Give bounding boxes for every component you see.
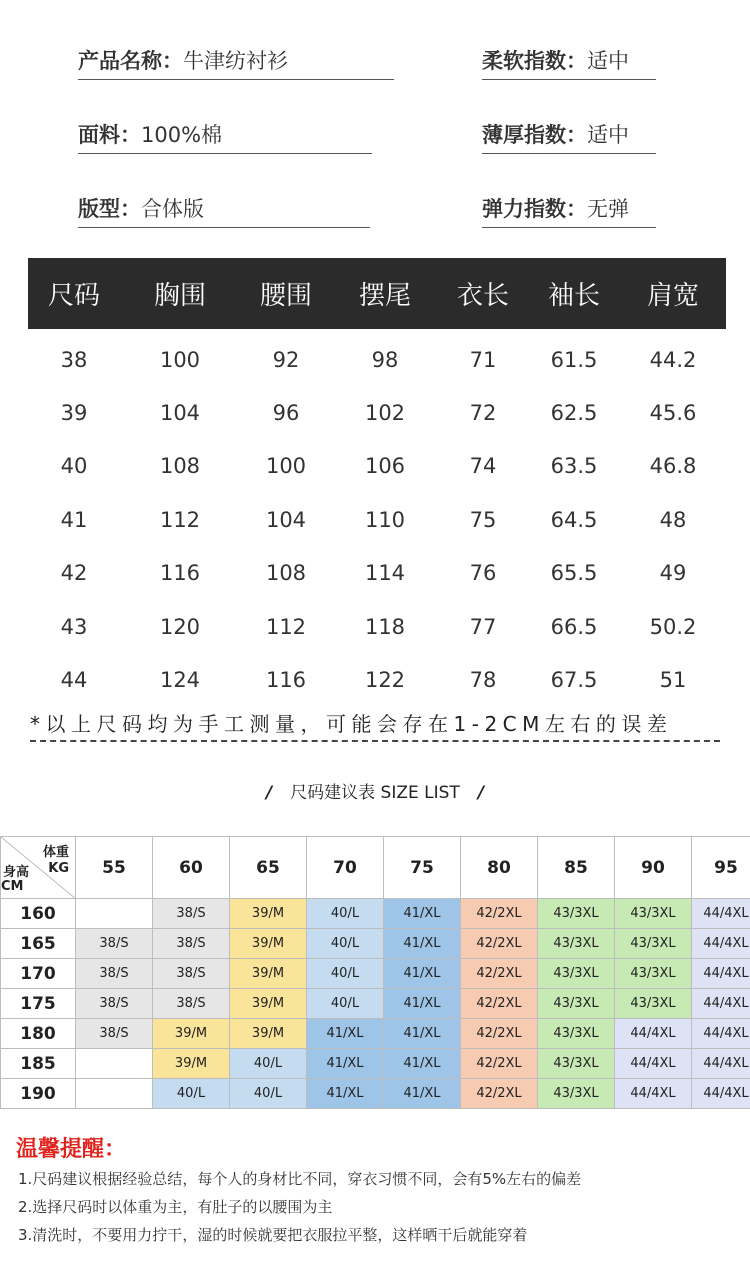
size-cell: 39/M: [230, 989, 307, 1019]
size-cell: 42/2XL: [461, 899, 538, 929]
tips-list: [18, 1168, 581, 1252]
weight-header-cell: 95: [692, 837, 750, 899]
spec-cell: 66.5: [550, 614, 598, 639]
spec-cell: 44.2: [649, 347, 697, 372]
size-cell: 39/M: [230, 1019, 307, 1049]
spec-cell: 63.5: [550, 454, 598, 479]
size-cell: 38/S: [76, 929, 153, 959]
spec-header-cell: 腰围: [259, 281, 312, 311]
spec-cell: 120: [159, 614, 201, 639]
spec-cell: 49: [659, 561, 687, 586]
tip-item: 3.清洗时，不要用力拧干，湿的时候就要把衣服拉平整，这样晒干后就能穿着: [18, 1226, 528, 1244]
softness-row: [482, 40, 656, 80]
spec-cell: 74: [469, 454, 497, 479]
size-cell: 38/S: [76, 989, 153, 1019]
spec-header-cell: 肩宽: [646, 281, 699, 311]
size-cell: 42/2XL: [461, 989, 538, 1019]
height-cell: 170: [1, 959, 76, 989]
size-cell: 39/M: [230, 899, 307, 929]
spec-cell: 39: [60, 401, 88, 426]
spec-cell: 112: [265, 614, 307, 639]
weight-header-cell: 60: [153, 837, 230, 899]
spec-cell: 102: [364, 401, 406, 426]
spec-cell: 100: [265, 454, 307, 479]
softness-label: 柔软指数：: [482, 49, 587, 73]
size-cell: 44/4XL: [615, 1079, 692, 1109]
size-cell: 43/3XL: [615, 899, 692, 929]
measurement-note: *以上尺码均为手工测量，可能会存在1-2CM左右的误差: [30, 712, 673, 736]
spec-cell: 116: [159, 561, 201, 586]
spec-cell: 78: [469, 668, 497, 693]
size-cell: 38/S: [76, 959, 153, 989]
thickness-row: [482, 114, 656, 154]
spec-table-body: [28, 333, 726, 707]
fabric-label: 面料：: [78, 123, 141, 147]
spec-cell: 124: [159, 668, 201, 693]
size-cell: 44/4XL: [692, 1049, 750, 1079]
spec-header-cell: 胸围: [153, 281, 206, 311]
size-cell: 38/S: [76, 1019, 153, 1049]
size-cell: 41/XL: [384, 1019, 461, 1049]
spec-cell: 62.5: [550, 401, 598, 426]
size-cell: 43/3XL: [615, 929, 692, 959]
spec-header-cell: 摆尾: [358, 281, 411, 311]
spec-cell: 112: [159, 507, 201, 532]
size-cell: 44/4XL: [692, 929, 750, 959]
spec-cell: 50.2: [649, 614, 697, 639]
weight-header-cell: 70: [307, 837, 384, 899]
size-cell: [76, 899, 153, 929]
height-unit: CM: [1, 879, 24, 894]
spec-row: [28, 440, 726, 493]
tip-item: 2.选择尺码时以体重为主，有肚子的以腰围为主: [18, 1198, 333, 1216]
size-recommendation-table: [0, 836, 750, 1109]
spec-cell: 43: [60, 614, 88, 639]
spec-row: [28, 493, 726, 546]
product-name-value: 牛津纺衬衫: [183, 49, 288, 73]
weight-unit: KG: [48, 861, 69, 876]
size-list-title: [0, 778, 750, 803]
size-list-title-text: 尺码建议表 SIZE LIST: [290, 783, 460, 803]
spec-cell: 38: [60, 347, 88, 372]
spec-cell: 51: [659, 668, 687, 693]
spec-cell: 71: [469, 347, 497, 372]
size-cell: 40/L: [153, 1079, 230, 1109]
spec-cell: 42: [60, 561, 88, 586]
spec-cell: 46.8: [649, 454, 697, 479]
height-cell: 160: [1, 899, 76, 929]
spec-header-cell: 衣长: [456, 281, 509, 311]
size-cell: 42/2XL: [461, 959, 538, 989]
fit-row: [78, 188, 370, 228]
weight-header-cell: 80: [461, 837, 538, 899]
size-row: [1, 1049, 750, 1079]
product-info: [0, 0, 750, 250]
size-cell: 44/4XL: [692, 1019, 750, 1049]
spec-cell: 44: [60, 668, 88, 693]
spec-cell: 96: [272, 401, 300, 426]
height-label: 身高: [3, 865, 30, 880]
spec-cell: 77: [469, 614, 497, 639]
tips-title: 温馨提醒：: [16, 1137, 127, 1162]
size-cell: 40/L: [307, 959, 384, 989]
thickness-label: 薄厚指数：: [482, 123, 587, 147]
size-cell: 44/4XL: [692, 959, 750, 989]
spec-cell: 108: [265, 561, 307, 586]
size-cell: 42/2XL: [461, 1049, 538, 1079]
spec-cell: 76: [469, 561, 497, 586]
spec-cell: 100: [159, 347, 201, 372]
spec-cell: 116: [265, 668, 307, 693]
spec-row: [28, 600, 726, 653]
elasticity-label: 弹力指数：: [482, 197, 587, 221]
size-cell: 38/S: [153, 959, 230, 989]
spec-cell: 45.6: [649, 401, 697, 426]
dashed-divider: [30, 740, 720, 742]
size-cell: 38/S: [153, 929, 230, 959]
height-cell: 175: [1, 989, 76, 1019]
size-cell: 43/3XL: [538, 929, 615, 959]
size-row: [1, 1079, 750, 1109]
fit-value: 合体版: [141, 197, 204, 221]
size-cell: 44/4XL: [692, 899, 750, 929]
corner-header-cell: [1, 837, 76, 899]
size-cell: 44/4XL: [692, 1079, 750, 1109]
spec-row: [28, 386, 726, 439]
spec-cell: 114: [364, 561, 406, 586]
title-slash-right: /: [477, 783, 485, 803]
spec-cell: 48: [659, 507, 687, 532]
size-cell: 40/L: [307, 929, 384, 959]
size-cell: 44/4XL: [615, 1049, 692, 1079]
elasticity-value: 无弹: [587, 197, 629, 221]
size-cell: 43/3XL: [538, 1019, 615, 1049]
size-cell: 38/S: [153, 899, 230, 929]
weight-header-cell: 55: [76, 837, 153, 899]
spec-cell: 75: [469, 507, 497, 532]
fabric-value: 100%棉: [141, 123, 223, 147]
size-cell: 41/XL: [384, 989, 461, 1019]
size-cell: 41/XL: [307, 1079, 384, 1109]
spec-cell: 118: [364, 614, 406, 639]
spec-cell: 61.5: [550, 347, 598, 372]
size-row: [1, 989, 750, 1019]
spec-cell: 64.5: [550, 507, 598, 532]
size-cell: [76, 1079, 153, 1109]
size-cell: 43/3XL: [615, 959, 692, 989]
spec-cell: 110: [364, 507, 406, 532]
fit-label: 版型：: [78, 197, 141, 221]
size-cell: 41/XL: [384, 1079, 461, 1109]
spec-cell: 108: [159, 454, 201, 479]
weight-header-cell: 75: [384, 837, 461, 899]
size-cell: 40/L: [307, 899, 384, 929]
weight-header-cell: 90: [615, 837, 692, 899]
title-slash-left: /: [265, 783, 273, 803]
size-cell: 44/4XL: [615, 1019, 692, 1049]
size-row: [1, 1019, 750, 1049]
spec-row: [28, 547, 726, 600]
spec-cell: 104: [265, 507, 307, 532]
size-cell: 43/3XL: [538, 1049, 615, 1079]
weight-header-cell: 65: [230, 837, 307, 899]
size-row: [1, 959, 750, 989]
size-cell: 38/S: [153, 989, 230, 1019]
height-cell: 185: [1, 1049, 76, 1079]
weight-label: 体重: [42, 845, 69, 860]
size-cell: 41/XL: [384, 1049, 461, 1079]
spec-table-header: [28, 258, 726, 329]
weight-header-cell: 85: [538, 837, 615, 899]
size-cell: 42/2XL: [461, 1019, 538, 1049]
spec-cell: 104: [159, 401, 201, 426]
height-cell: 190: [1, 1079, 76, 1109]
size-cell: 42/2XL: [461, 1079, 538, 1109]
product-name-row: [78, 40, 394, 80]
size-cell: 40/L: [230, 1079, 307, 1109]
product-name-label: 产品名称：: [78, 49, 183, 73]
fabric-row: [78, 114, 372, 154]
spec-cell: 65.5: [550, 561, 598, 586]
spec-row: [28, 333, 726, 386]
size-cell: 43/3XL: [615, 989, 692, 1019]
size-cell: 41/XL: [384, 929, 461, 959]
size-cell: 39/M: [230, 959, 307, 989]
size-cell: 40/L: [230, 1049, 307, 1079]
spec-row: [28, 653, 726, 706]
spec-cell: 122: [364, 668, 406, 693]
size-cell: 40/L: [307, 989, 384, 1019]
size-cell: 43/3XL: [538, 1079, 615, 1109]
size-cell: 41/XL: [307, 1049, 384, 1079]
size-cell: 43/3XL: [538, 989, 615, 1019]
size-row: [1, 929, 750, 959]
size-cell: 43/3XL: [538, 899, 615, 929]
size-cell: 39/M: [153, 1049, 230, 1079]
spec-cell: 98: [371, 347, 399, 372]
spec-cell: 40: [60, 454, 88, 479]
spec-cell: 67.5: [550, 668, 598, 693]
size-row: [1, 899, 750, 929]
size-cell: 41/XL: [307, 1019, 384, 1049]
size-cell: [76, 1049, 153, 1079]
spec-cell: 72: [469, 401, 497, 426]
elasticity-row: [482, 188, 656, 228]
size-cell: 43/3XL: [538, 959, 615, 989]
softness-value: 适中: [587, 49, 629, 73]
spec-cell: 106: [364, 454, 406, 479]
size-cell: 41/XL: [384, 899, 461, 929]
thickness-value: 适中: [587, 123, 629, 147]
size-cell: 41/XL: [384, 959, 461, 989]
tip-item: 1.尺码建议根据经验总结，每个人的身材比不同，穿衣习惯不同，会有5%左右的偏差: [18, 1170, 582, 1188]
size-cell: 42/2XL: [461, 929, 538, 959]
size-cell: 39/M: [153, 1019, 230, 1049]
size-cell: 44/4XL: [692, 989, 750, 1019]
size-cell: 39/M: [230, 929, 307, 959]
spec-header-cell: 尺码: [47, 281, 100, 311]
height-cell: 165: [1, 929, 76, 959]
height-cell: 180: [1, 1019, 76, 1049]
spec-header-cell: 袖长: [547, 281, 600, 311]
spec-cell: 92: [272, 347, 300, 372]
spec-cell: 41: [60, 507, 88, 532]
